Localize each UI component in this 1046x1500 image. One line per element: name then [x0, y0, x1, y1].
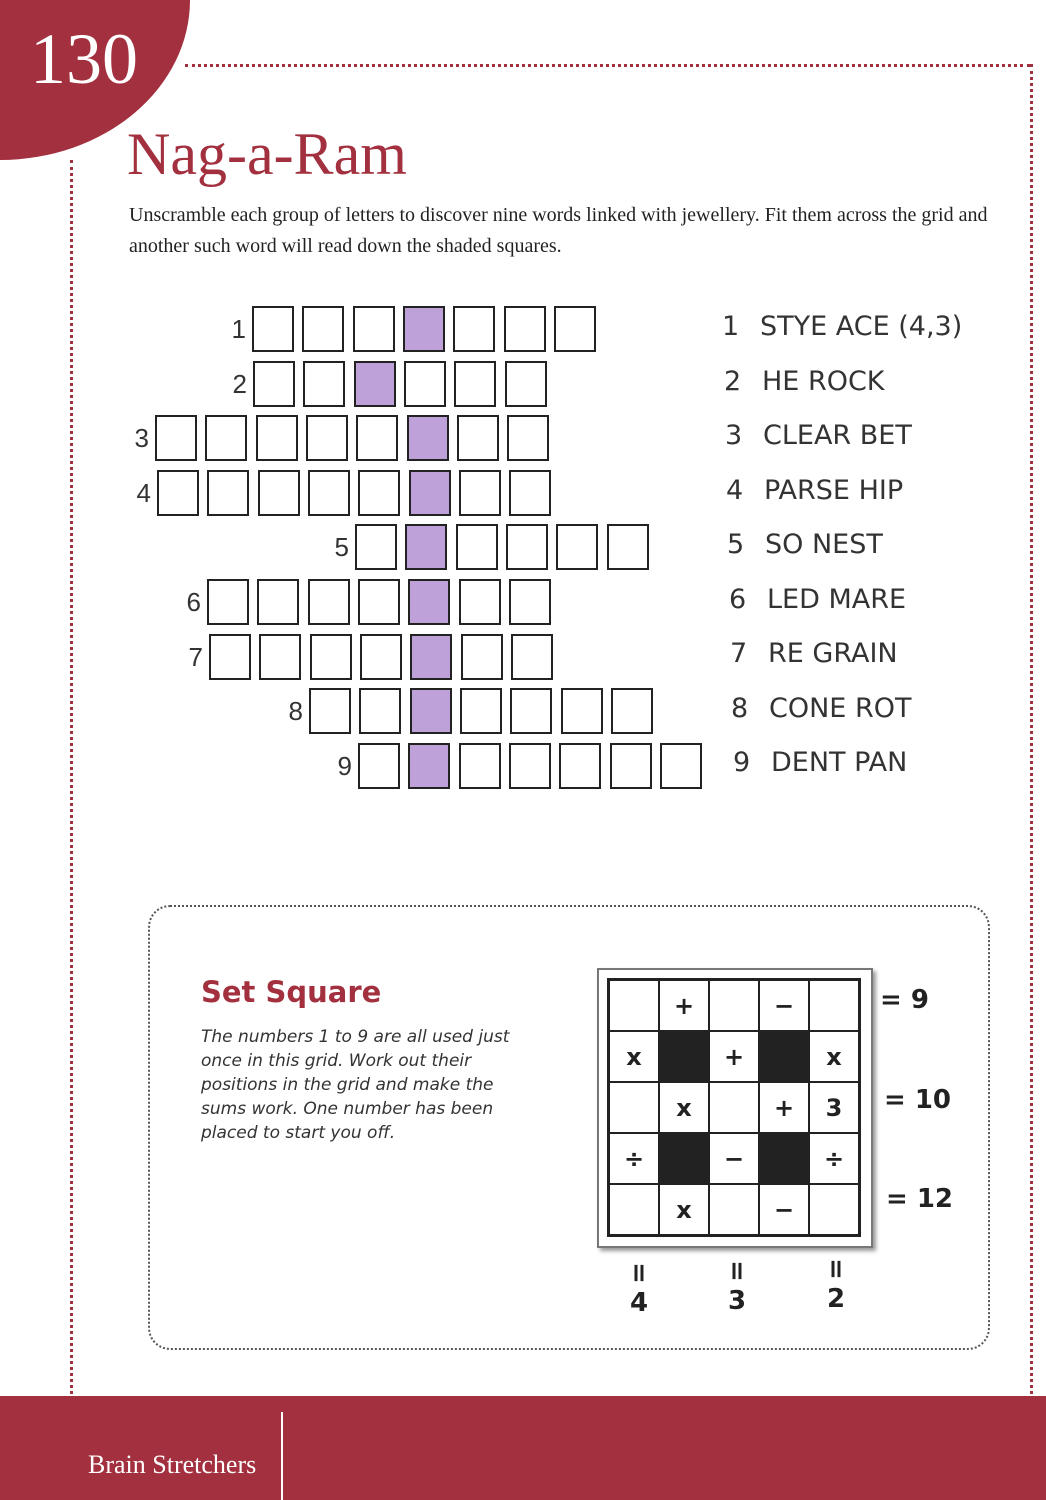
letter-cell[interactable]	[559, 743, 601, 789]
blocked-cell	[659, 1133, 709, 1184]
clue-item	[731, 693, 911, 724]
clue-item	[724, 366, 885, 397]
row-result-2: = 10	[884, 1085, 952, 1115]
letter-cell[interactable]	[607, 524, 649, 570]
letter-cell[interactable]	[459, 579, 501, 625]
clue-item	[730, 638, 898, 669]
col-result-3	[811, 1254, 861, 1314]
letter-cell[interactable]	[353, 306, 395, 352]
letter-cell[interactable]	[306, 415, 348, 461]
letter-cell[interactable]	[358, 470, 400, 516]
grid-row-number: 5	[334, 532, 349, 563]
clue-number: 5	[727, 529, 745, 560]
number-cell[interactable]: 3	[809, 1082, 859, 1133]
letter-cell[interactable]	[507, 415, 549, 461]
operator-cell: −	[709, 1133, 759, 1184]
letter-cell[interactable]	[509, 743, 551, 789]
operator-cell: +	[659, 980, 709, 1031]
set-square-grid	[607, 978, 861, 1237]
letter-cell[interactable]	[308, 579, 350, 625]
clue-number: 7	[730, 638, 748, 669]
shaded-letter-cell[interactable]	[408, 579, 450, 625]
clue-number: 2	[724, 365, 742, 397]
letter-cell[interactable]	[256, 415, 298, 461]
shaded-letter-cell[interactable]	[409, 470, 451, 516]
letter-cell[interactable]	[303, 361, 345, 407]
shaded-letter-cell[interactable]	[403, 306, 445, 352]
footer-divider	[281, 1412, 283, 1500]
letter-cell[interactable]	[404, 361, 446, 407]
grid-row-number: 3	[134, 423, 149, 454]
letter-cell[interactable]	[207, 579, 249, 625]
grid-row-number: 6	[186, 587, 201, 617]
number-cell[interactable]	[609, 1082, 659, 1133]
letter-cell[interactable]	[611, 688, 653, 734]
clue-text: PARSE HIP	[764, 474, 904, 506]
clue-text: SO NEST	[765, 529, 883, 560]
clue-text: HE ROCK	[762, 365, 885, 397]
puzzle-title: Nag-a-Ram	[127, 121, 407, 187]
letter-cell[interactable]	[355, 524, 397, 570]
clue-number: 8	[731, 692, 749, 724]
clue-text: DENT PAN	[771, 747, 908, 778]
letter-cell[interactable]	[252, 306, 294, 352]
letter-cell[interactable]	[205, 415, 247, 461]
letter-cell[interactable]	[209, 634, 251, 680]
letter-cell[interactable]	[660, 743, 702, 789]
clue-number: 4	[726, 474, 744, 506]
clue-text: RE GRAIN	[768, 638, 898, 669]
operator-cell: x	[659, 1184, 709, 1235]
footer-band	[0, 1396, 1046, 1500]
clue-text: STYE ACE (4,3)	[760, 311, 963, 342]
shaded-letter-cell[interactable]	[410, 634, 452, 680]
letter-cell[interactable]	[258, 470, 300, 516]
equals-sign: =	[624, 1262, 654, 1284]
blocked-cell	[659, 1031, 709, 1082]
shaded-letter-cell[interactable]	[410, 688, 452, 734]
letter-cell[interactable]	[456, 524, 498, 570]
operator-cell: ÷	[609, 1133, 659, 1184]
row-result-1: = 9	[880, 985, 929, 1015]
page-number: 130	[30, 19, 138, 99]
letter-cell[interactable]	[359, 688, 401, 734]
clue-text: CLEAR BET	[763, 420, 912, 451]
letter-cell[interactable]	[454, 361, 496, 407]
letter-cell[interactable]	[302, 306, 344, 352]
operator-cell: −	[759, 980, 809, 1031]
number-cell[interactable]	[709, 1082, 759, 1133]
letter-cell[interactable]	[310, 634, 352, 680]
operator-cell: ÷	[809, 1133, 859, 1184]
number-cell[interactable]	[809, 1184, 859, 1235]
operator-cell: +	[709, 1031, 759, 1082]
letter-cell[interactable]	[510, 688, 552, 734]
letter-cell[interactable]	[511, 634, 553, 680]
set-square-frame	[597, 968, 873, 1248]
letter-cell[interactable]	[253, 361, 295, 407]
clue-item	[726, 475, 903, 506]
letter-cell[interactable]	[257, 579, 299, 625]
operator-cell: x	[609, 1031, 659, 1082]
letter-cell[interactable]	[556, 524, 598, 570]
clue-text: CONE ROT	[769, 692, 912, 724]
letter-cell[interactable]	[358, 743, 400, 789]
letter-cell[interactable]	[554, 306, 596, 352]
operator-cell: +	[759, 1082, 809, 1133]
set-square-title: Set Square	[201, 975, 382, 1009]
letter-cell[interactable]	[461, 634, 503, 680]
letter-cell[interactable]	[506, 524, 548, 570]
number-cell[interactable]	[709, 1184, 759, 1235]
letter-cell[interactable]	[155, 415, 197, 461]
grid-row-number: 1	[231, 314, 246, 344]
clue-item	[722, 311, 962, 342]
operator-cell: x	[659, 1082, 709, 1133]
letter-cell[interactable]	[259, 634, 301, 680]
clue-item	[725, 420, 912, 451]
shaded-letter-cell[interactable]	[407, 415, 449, 461]
clue-number: 3	[725, 420, 743, 451]
blocked-cell	[759, 1031, 809, 1082]
equals-sign: =	[722, 1260, 752, 1282]
grid-row-number: 4	[136, 477, 151, 508]
operator-cell: −	[759, 1184, 809, 1235]
letter-cell[interactable]	[308, 470, 350, 516]
clue-item	[733, 747, 907, 778]
col-result-value: 2	[826, 1284, 846, 1314]
number-cell[interactable]	[809, 980, 859, 1031]
operator-cell: x	[809, 1031, 859, 1082]
col-result-2	[712, 1256, 762, 1316]
letter-cell[interactable]	[459, 470, 501, 516]
clue-number: 9	[733, 747, 751, 778]
letter-cell[interactable]	[356, 415, 398, 461]
grid-row-number: 7	[188, 641, 203, 672]
letter-cell[interactable]	[561, 688, 603, 734]
number-cell[interactable]	[609, 980, 659, 1031]
clue-text: LED MARE	[767, 583, 907, 615]
grid-row-number: 8	[288, 696, 303, 727]
letter-cell[interactable]	[505, 361, 547, 407]
clue-item	[729, 584, 906, 615]
clue-item	[727, 529, 883, 560]
col-result-value: 4	[629, 1288, 649, 1318]
letter-cell[interactable]	[358, 579, 400, 625]
row-result-3: = 12	[886, 1184, 954, 1214]
shaded-letter-cell[interactable]	[405, 524, 447, 570]
grid-row-number: 9	[337, 750, 352, 781]
letter-cell[interactable]	[207, 470, 249, 516]
number-cell[interactable]	[709, 980, 759, 1031]
set-square-instructions: The numbers 1 to 9 are all used just once in this grid. Work out their positions in the grid and make the sums work. One number has been placed to start you off.	[201, 1027, 510, 1143]
clue-number: 1	[722, 311, 740, 342]
letter-cell[interactable]	[509, 579, 551, 625]
blocked-cell	[759, 1133, 809, 1184]
letter-cell[interactable]	[360, 634, 402, 680]
letter-cell[interactable]	[457, 415, 499, 461]
letter-cell[interactable]	[509, 470, 551, 516]
letter-cell[interactable]	[460, 688, 502, 734]
shaded-letter-cell[interactable]	[408, 743, 450, 789]
letter-cell[interactable]	[610, 743, 652, 789]
letter-cell[interactable]	[309, 688, 351, 734]
col-result-1	[614, 1258, 664, 1318]
clue-number: 6	[729, 583, 747, 615]
grid-row-number: 2	[232, 368, 247, 399]
equals-sign: =	[821, 1258, 851, 1280]
letter-cell[interactable]	[459, 743, 501, 789]
puzzle-instructions: Unscramble each group of letters to discover nine words linked with jewellery. Fit them across the grid and another such word will read down the shaded squares.	[129, 204, 988, 257]
number-cell[interactable]	[609, 1184, 659, 1235]
col-result-value: 3	[727, 1286, 747, 1316]
letter-cell[interactable]	[453, 306, 495, 352]
footer-label: Brain Stretchers	[88, 1450, 257, 1479]
letter-cell[interactable]	[504, 306, 546, 352]
letter-cell[interactable]	[157, 470, 199, 516]
shaded-letter-cell[interactable]	[354, 361, 396, 407]
